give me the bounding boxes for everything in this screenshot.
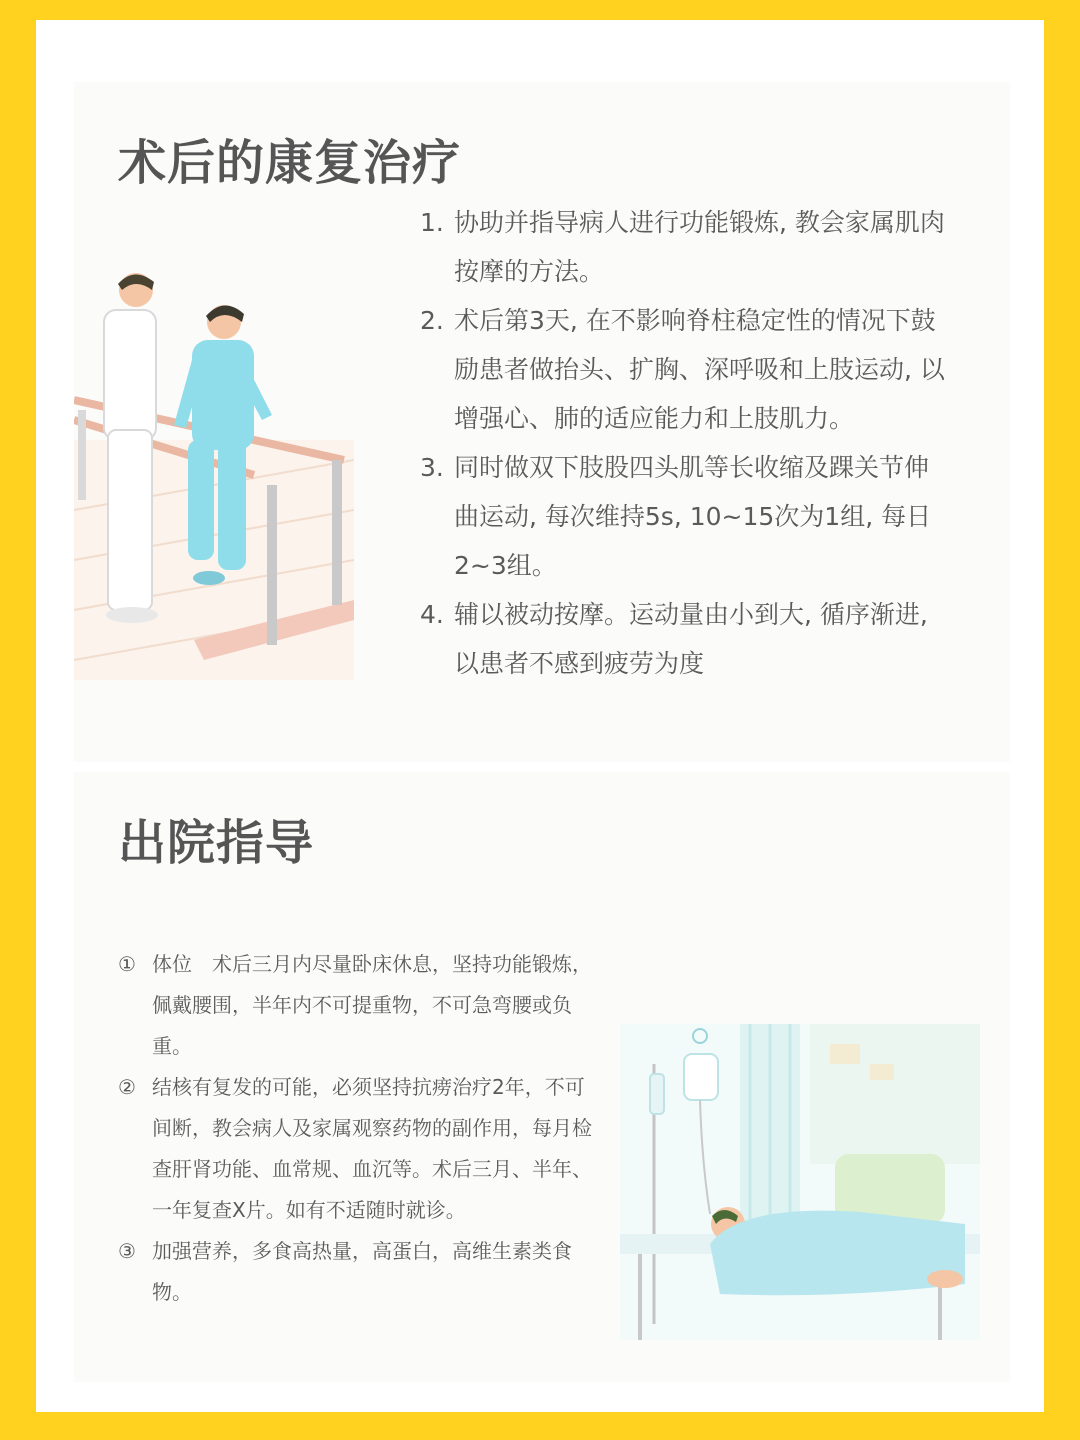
hospital-bed-illustration	[620, 1024, 980, 1340]
item-text: 加强营养，多食高热量，高蛋白，高维生素类食物。	[152, 1239, 572, 1304]
step-number: 4.	[420, 600, 444, 629]
item-number: ③	[118, 1239, 136, 1263]
discharge-title: 出院指导	[118, 815, 315, 871]
step-number: 3.	[420, 453, 444, 482]
list-item	[416, 443, 946, 590]
step-number: 1.	[420, 208, 444, 237]
rehab-steps-list	[416, 198, 946, 688]
step-text: 同时做双下肢股四头肌等长收缩及踝关节伸曲运动, 每次维持5s, 10~15次为1组, 每日2~3组。	[454, 453, 932, 580]
list-item	[416, 198, 946, 296]
step-text: 术后第3天, 在不影响脊柱稳定性的情况下鼓励患者做抬头、扩胸、深呼吸和上肢运动, 以增强心、肺的适应能力和上肢肌力。	[454, 306, 945, 433]
list-item	[416, 590, 946, 688]
item-number: ②	[118, 1075, 136, 1099]
item-text: 体位 术后三月内尽量卧床休息，坚持功能锻炼，佩戴腰围，半年内不可提重物，不可急弯腰或负重。	[152, 952, 592, 1058]
content-card	[36, 20, 1044, 1412]
step-number: 2.	[420, 306, 444, 335]
step-text: 协助并指导病人进行功能锻炼, 教会家属肌肉按摩的方法。	[454, 208, 945, 286]
step-text: 辅以被动按摩。运动量由小到大, 循序渐进, 以患者不感到疲劳为度	[454, 600, 928, 678]
item-text: 结核有复发的可能，必须坚持抗痨治疗2年，不可间断，教会病人及家属观察药物的副作用，每月检查肝肾功能、血常规、血沉等。术后三月、半年、一年复查X片。如有不适随时就诊。	[152, 1075, 592, 1222]
rehab-walking-illustration	[74, 260, 354, 680]
list-item	[116, 944, 596, 1067]
discharge-guidance-list	[116, 944, 596, 1313]
list-item	[116, 1231, 596, 1313]
item-number: ①	[118, 952, 136, 976]
list-item	[116, 1067, 596, 1231]
rehab-title: 术后的康复治疗	[118, 135, 462, 191]
list-item	[416, 296, 946, 443]
